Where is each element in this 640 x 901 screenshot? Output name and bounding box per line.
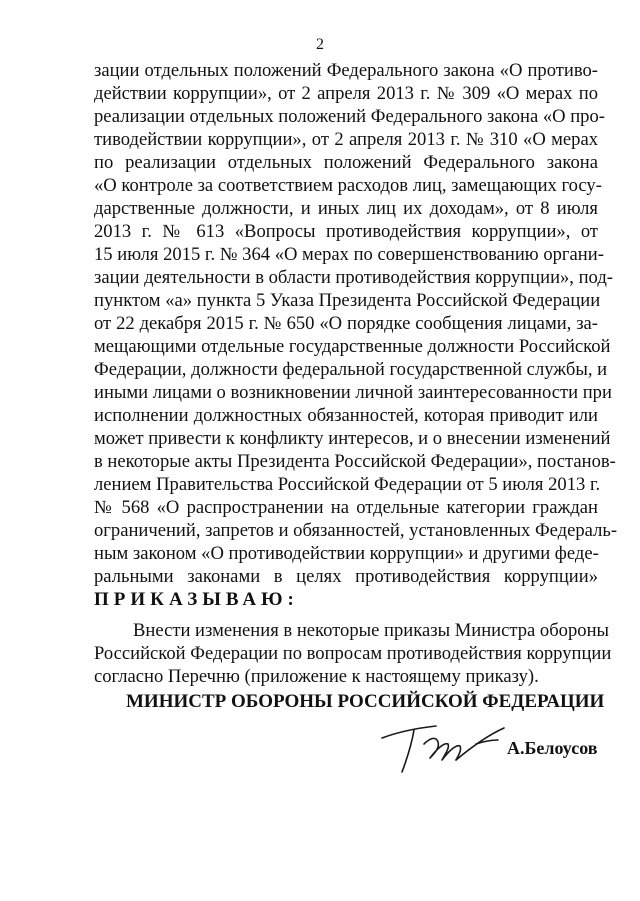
body-line: зации деятельности в области противодействия коррупции», под- [94,267,613,288]
signature-image [378,714,508,784]
body-line: мещающими отдельные государственные должности Российской [94,336,611,357]
body-line: № 568 «О распространении на отдельные категории граждан [94,497,598,518]
body-line: тиводействии коррупции», от 2 апреля 2013 г. № 310 «О мерах [94,129,598,150]
body-line: 2013 г. № 613 «Вопросы противодействия коррупции», от [94,221,598,242]
body-line: Федерации, должности федеральной государственной службы, и [94,359,608,380]
signatory-name: А.Белоусов [507,738,598,758]
body-line: исполнении должностных обязанностей, которая приводит или [94,405,598,426]
order-heading: ПРИКАЗЫВАЮ: [94,589,299,610]
body-line: от 22 декабря 2015 г. № 650 «О порядке сообщения лицами, за- [94,313,598,334]
body-line: может привести к конфликту интересов, и о внесении изменений [94,428,611,449]
body-line: в некоторые акты Президента Российской Федерации», постанов- [94,451,616,472]
body-line: ным законом «О противодействии коррупции» и другими феде- [94,543,599,564]
body-line: по реализации отдельных положений Федерального закона [94,152,598,173]
body-line: «О контроле за соответствием расходов лиц, замещающих госу- [94,175,602,196]
order-line: Российской Федерации по вопросам противодействия коррупции [94,643,612,664]
body-line: зации отдельных положений Федерального закона «О противо- [94,60,598,81]
body-line: пунктом «а» пункта 5 Указа Президента Российской Федерации [94,290,601,311]
body-line: дарственные должности, и иных лиц их доходам», от 8 июля [94,198,598,219]
order-line: Внести изменения в некоторые приказы Министра обороны [133,620,610,641]
page-number: 2 [316,36,324,53]
body-line: действии коррупции», от 2 апреля 2013 г. № 309 «О мерах по [94,83,598,104]
body-line: иными лицами о возникновении личной заинтересованности при [94,382,612,403]
body-line: ральными законами в целях противодействия коррупции» [94,566,598,587]
body-line: лением Правительства Российской Федерации от 5 июля 2013 г. [94,474,601,495]
body-line: реализации отдельных положений Федерального закона «О про- [94,106,605,127]
body-line: 15 июля 2015 г. № 364 «О мерах по совершенствованию органи- [94,244,604,265]
body-line: ограничений, запретов и обязанностей, установленных Федераль- [94,520,618,541]
signatory-title: МИНИСТР ОБОРОНЫ РОССИЙСКОЙ ФЕДЕРАЦИИ [126,691,605,712]
order-line: согласно Перечню (приложение к настоящему приказу). [94,666,539,687]
